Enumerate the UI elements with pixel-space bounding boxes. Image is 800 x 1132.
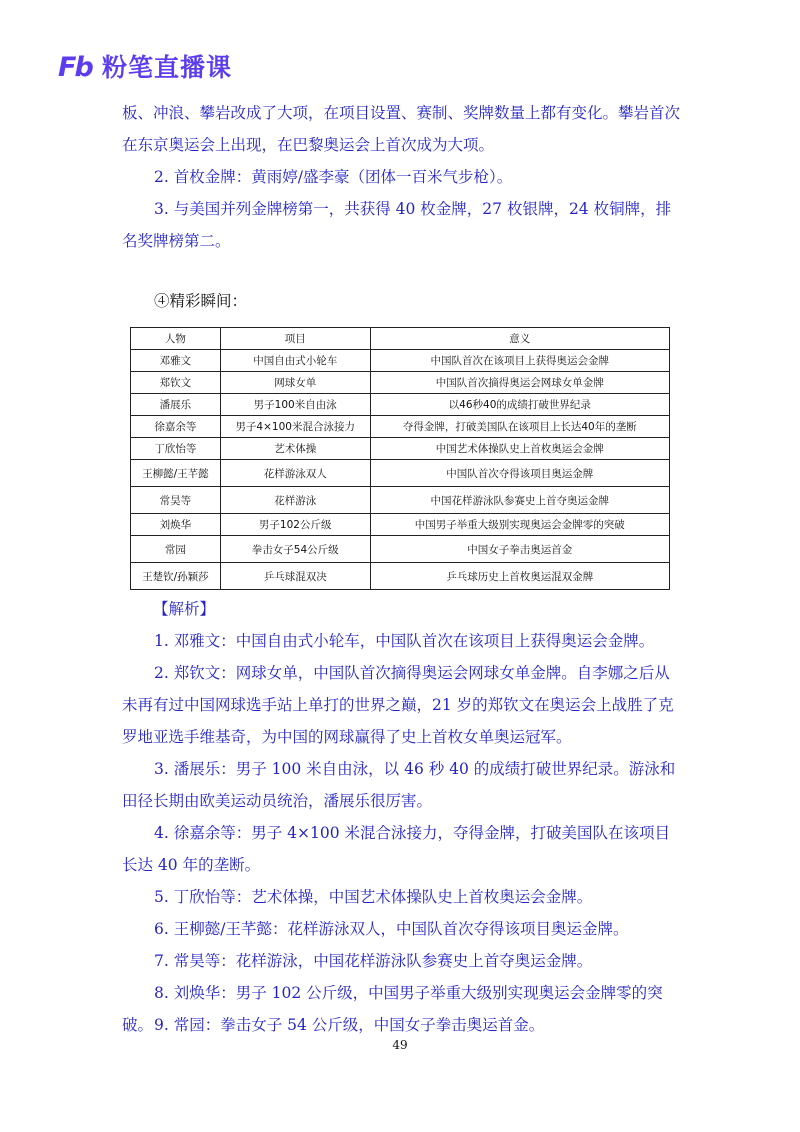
table-row [131,372,670,394]
cell-person: 王楚钦/孙颖莎 [131,563,221,590]
cell-significance: 中国队首次在该项目上获得奥运会金牌 [370,350,669,372]
cell-event: 花样游泳 [220,487,370,514]
intro-paragraph: 板、冲浪、攀岩改成了大项，在项目设置、赛制、奖牌数量上都有变化。攀岩首次在东京奥运会上出现，在巴黎奥运会上首次成为大项。 [122,104,681,154]
table-row [131,394,670,416]
cell-event: 男子100米自由泳 [220,394,370,416]
cell-event: 网球女单 [220,372,370,394]
intro-item-2: 2. 首枚金牌：黄雨婷/盛李豪（团体一百米气步枪）。 [154,168,513,186]
cell-event: 中国自由式小轮车 [220,350,370,372]
cell-person: 刘焕华 [131,514,221,536]
cell-event: 男子102公斤级 [220,514,370,536]
cell-person: 潘展乐 [131,394,221,416]
table-row [131,536,670,563]
cell-significance: 中国队首次夺得该项目奥运金牌 [370,460,669,487]
cell-person: 王柳懿/王芊懿 [131,460,221,487]
cell-event: 艺术体操 [220,438,370,460]
table-header-row [131,328,670,350]
cell-significance: 中国花样游泳队参赛史上首夺奥运金牌 [370,487,669,514]
cell-person: 徐嘉余等 [131,416,221,438]
cell-significance: 以46秒40的成绩打破世界纪录 [370,394,669,416]
analysis-item-7: 7. 常昊等：花样游泳，中国花样游泳队参赛史上首夺奥运金牌。 [154,952,593,970]
table-row [131,563,670,590]
table-row [131,514,670,536]
cell-event: 男子4×100米混合泳接力 [220,416,370,438]
brand-name: 粉笔直播课 [102,53,233,82]
cell-significance: 中国男子举重大级别实现奥运会金牌零的突破 [370,514,669,536]
cell-significance: 中国队首次摘得奥运会网球女单金牌 [370,372,669,394]
analysis-item-6: 6. 王柳懿/王芊懿：花样游泳双人，中国队首次夺得该项目奥运金牌。 [154,920,629,938]
analysis-title: 【解析】 [153,600,216,618]
table-row [131,416,670,438]
analysis-item-4: 4. 徐嘉余等：男子 4×100 米混合泳接力，夺得金牌，打破美国队在该项目长达 40 年的垄断。 [122,824,671,874]
analysis-item-9: 9. 常园：拳击女子 54 公斤级，中国女子拳击奥运首金。 [154,1016,545,1034]
cell-significance: 夺得金牌，打破美国队在该项目上长达40年的垄断 [370,416,669,438]
header-significance: 意义 [370,328,669,350]
cell-event: 乒乓球混双决 [220,563,370,590]
table-row [131,460,670,487]
page-number: 49 [392,1038,408,1052]
cell-person: 常昊等 [131,487,221,514]
cell-person: 常园 [131,536,221,563]
cell-person: 郑钦文 [131,372,221,394]
section-title: ④精彩瞬间： [154,292,248,310]
analysis-item-8: 8. 刘焕华：男子 102 公斤级，中国男子举重大级别实现奥运会金牌零的突破。 [122,984,663,1034]
cell-significance: 乒乓球历史上首枚奥运混双金牌 [370,563,669,590]
analysis-item-3: 3. 潘展乐：男子 100 米自由泳，以 46 秒 40 的成绩打破世界纪录。游泳和田径长期由欧美运动员统治，潘展乐很厉害。 [122,760,676,810]
cell-event: 拳击女子54公斤级 [220,536,370,563]
table-row [131,438,670,460]
moments-table [130,327,670,590]
analysis-item-2: 2. 郑钦文：网球女单，中国队首次摘得奥运会网球女单金牌。自李娜之后从未再有过中国网球选手站上单打的世界之巅，21 岁的郑钦文在奥运会上战胜了克罗地亚选手维基奇，为中国的网球赢得了史上首枚女单奥运冠军。 [122,664,674,746]
logo-mark-icon: Fb [58,52,92,83]
cell-person: 邓雅文 [131,350,221,372]
analysis-item-5: 5. 丁欣怡等：艺术体操，中国艺术体操队史上首枚奥运会金牌。 [154,888,593,906]
analysis-item-1: 1. 邓雅文：中国自由式小轮车，中国队首次在该项目上获得奥运会金牌。 [154,632,655,650]
table-row [131,487,670,514]
header-person: 人物 [131,328,221,350]
cell-significance: 中国艺术体操队史上首枚奥运会金牌 [370,438,669,460]
cell-person: 丁欣怡等 [131,438,221,460]
cell-event: 花样游泳双人 [220,460,370,487]
table-row [131,350,670,372]
cell-significance: 中国女子拳击奥运首金 [370,536,669,563]
header-event: 项目 [220,328,370,350]
intro-item-3: 3. 与美国并列金牌榜第一，共获得 40 枚金牌，27 枚银牌，24 枚铜牌，排名奖牌榜第二。 [122,200,672,250]
brand-logo [58,52,232,84]
